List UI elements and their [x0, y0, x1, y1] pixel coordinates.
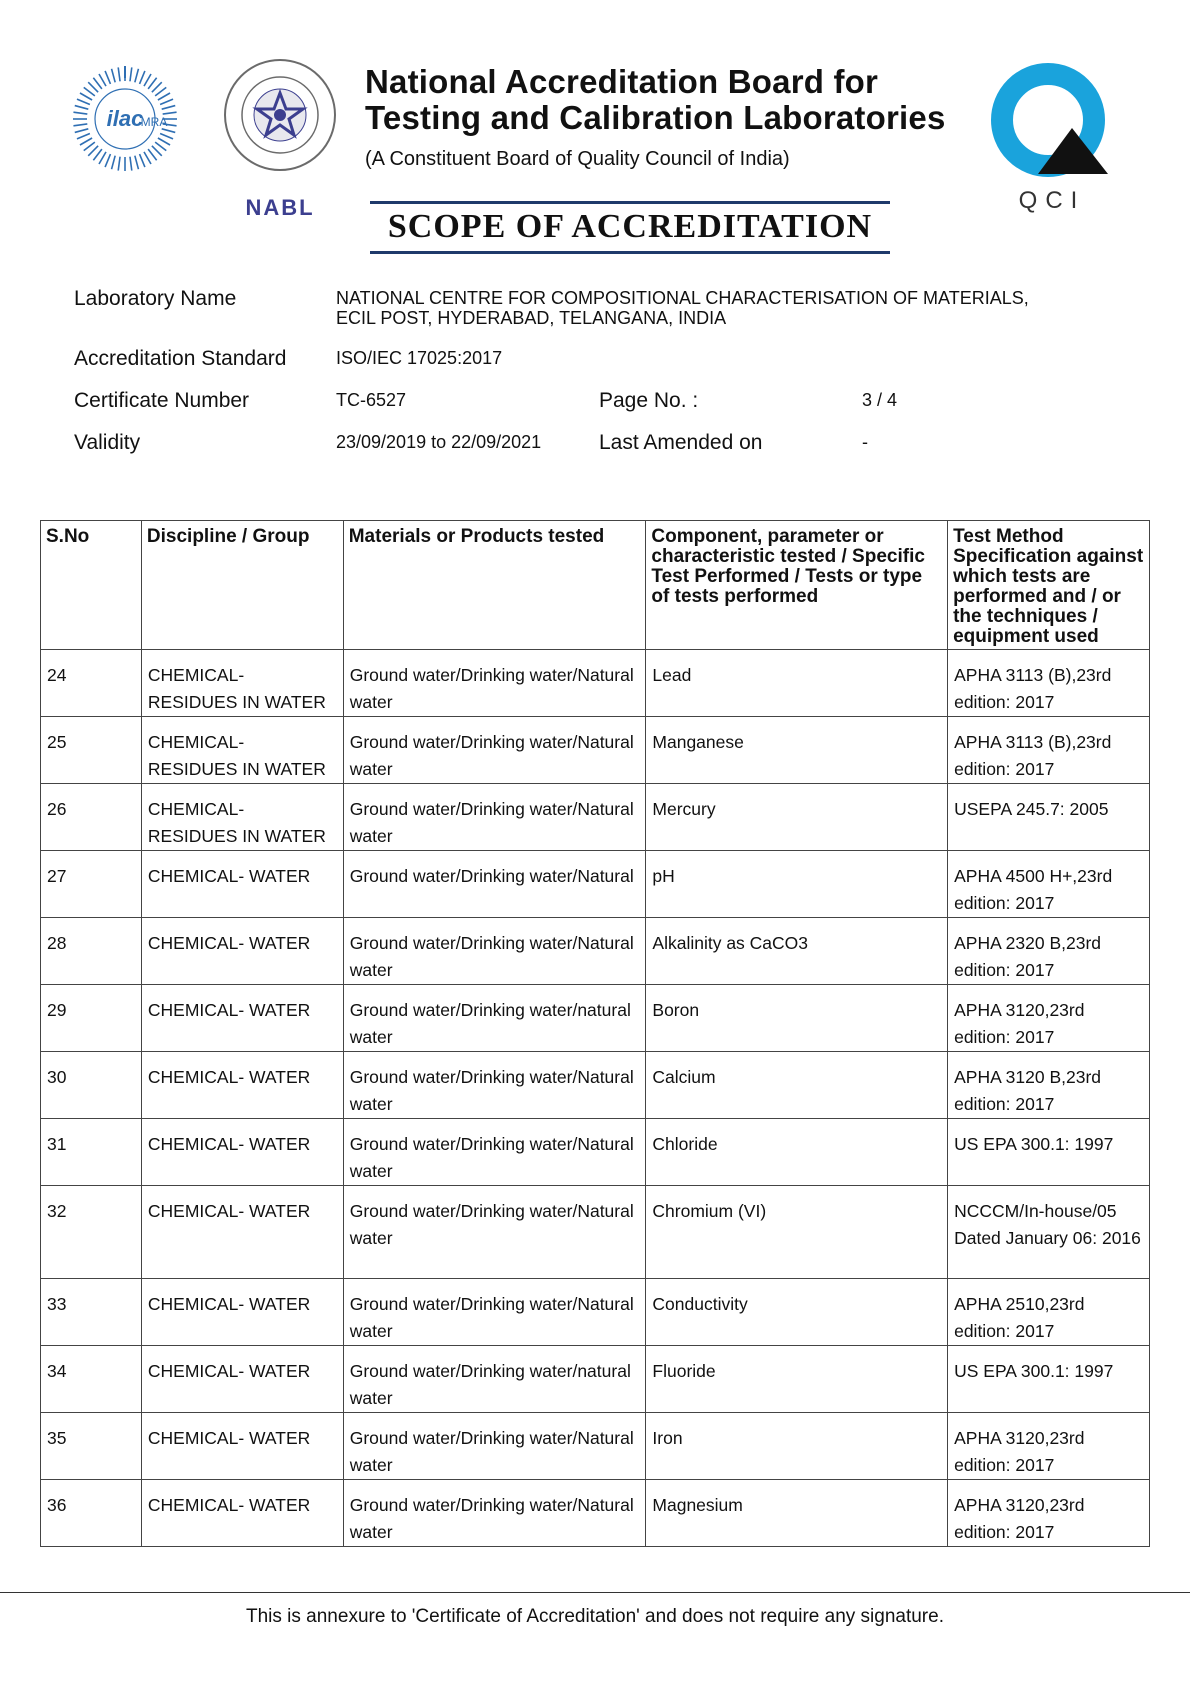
- cell-sno: 28: [41, 918, 142, 985]
- ilac-ring-tick: [75, 106, 89, 110]
- ilac-ring-tick: [148, 149, 157, 160]
- ilac-ring-tick: [77, 99, 90, 104]
- cell-sno: 25: [41, 717, 142, 784]
- table-row: [41, 1346, 1150, 1413]
- ilac-ring-tick: [105, 71, 110, 84]
- cell-sno: 33: [41, 1279, 142, 1346]
- cell-method: APHA 3113 (B),23rd edition: 2017: [948, 717, 1150, 784]
- header-component: Component, parameter or characteristic tested / Specific Test Performed / Tests or type of tests performed: [646, 521, 948, 650]
- cell-component: Chromium (VI): [646, 1186, 948, 1279]
- header-materials: Materials or Products tested: [343, 521, 646, 650]
- cell-sno: 24: [41, 650, 142, 717]
- cell-sno: 27: [41, 851, 142, 918]
- ilac-ring-tick: [162, 106, 176, 110]
- ilac-ring-tick: [158, 93, 170, 100]
- ilac-ring-tick: [80, 138, 92, 145]
- ilac-ring-tick: [118, 67, 120, 81]
- ilac-ring-tick: [80, 93, 92, 100]
- ilac-ring-tick: [73, 124, 87, 126]
- board-title: [365, 64, 946, 136]
- table-row: [41, 717, 1150, 784]
- cell-group: CHEMICAL- WATER: [141, 1413, 343, 1480]
- cell-sno: 34: [41, 1346, 142, 1413]
- validity-label: Validity: [74, 431, 141, 454]
- standard-value: ISO/IEC 17025:2017: [336, 348, 503, 368]
- table-row: [41, 1052, 1150, 1119]
- cell-method: APHA 3120,23rd edition: 2017: [948, 985, 1150, 1052]
- ilac-ring-tick: [99, 152, 106, 164]
- cell-method: US EPA 300.1: 1997: [948, 1346, 1150, 1413]
- ilac-ring-tick: [93, 78, 102, 89]
- ilac-ring-tick: [152, 82, 162, 92]
- cell-method: APHA 3120 B,23rd edition: 2017: [948, 1052, 1150, 1119]
- scope-rule-top: [370, 201, 890, 204]
- ilac-ring-tick: [112, 69, 116, 83]
- cell-group: CHEMICAL- RESIDUES IN WATER: [141, 784, 343, 851]
- ilac-ring-tick: [105, 154, 110, 167]
- header-sno: S.No: [41, 521, 142, 650]
- cell-material: Ground water/Drinking water/natural water: [343, 985, 646, 1052]
- ilac-ring-tick: [163, 112, 177, 114]
- cell-material: Ground water/Drinking water/Natural water: [343, 717, 646, 784]
- cell-component: Iron: [646, 1413, 948, 1480]
- ilac-ring-tick: [135, 156, 139, 170]
- validity-value: 23/09/2019 to 22/09/2021: [336, 432, 542, 452]
- table-header-row: [41, 521, 1150, 650]
- footer-note: This is annexure to 'Certificate of Accreditation' and does not require any signature.: [246, 1606, 944, 1627]
- scope-table: [40, 520, 1150, 1547]
- table-row: [41, 784, 1150, 851]
- ilac-ring-tick: [88, 82, 98, 92]
- cell-method: APHA 3120,23rd edition: 2017: [948, 1413, 1150, 1480]
- cell-group: CHEMICAL- RESIDUES IN WATER: [141, 650, 343, 717]
- svg-text:MRA: MRA: [140, 115, 168, 129]
- cell-sno: 36: [41, 1480, 142, 1547]
- cell-component: Magnesium: [646, 1480, 948, 1547]
- svg-text:ilac: ilac: [106, 106, 144, 131]
- table-row: [41, 985, 1150, 1052]
- amended-value: -: [862, 432, 868, 452]
- cell-method: APHA 2320 B,23rd edition: 2017: [948, 918, 1150, 985]
- cell-component: pH: [646, 851, 948, 918]
- ilac-ring-tick: [99, 74, 106, 86]
- cell-group: CHEMICAL- WATER: [141, 918, 343, 985]
- board-title-line2: Testing and Calibration Laboratories: [365, 99, 946, 136]
- ilac-ring-tick: [162, 129, 176, 133]
- svg-text:NABL: NABL: [245, 195, 315, 220]
- cell-material: Ground water/Drinking water/natural water: [343, 1346, 646, 1413]
- lab-name-line2: ECIL POST, HYDERABAD, TELANGANA, INDIA: [336, 308, 727, 328]
- ilac-ring-tick: [73, 112, 87, 114]
- cell-material: Ground water/Drinking water/Natural water: [343, 650, 646, 717]
- ilac-ring-tick: [130, 67, 132, 81]
- ilac-ring-tick: [160, 134, 173, 139]
- ilac-mra-logo: [68, 62, 182, 176]
- cell-group: CHEMICAL- WATER: [141, 1119, 343, 1186]
- board-subtitle: (A Constituent Board of Quality Council of India): [365, 148, 790, 170]
- ilac-ring-tick: [152, 146, 162, 156]
- cell-material: Ground water/Drinking water/Natural water: [343, 1186, 646, 1279]
- ilac-ring-tick: [140, 154, 145, 167]
- cell-material: Ground water/Drinking water/Natural water: [343, 1413, 646, 1480]
- table-row: [41, 650, 1150, 717]
- board-title-line1: National Accreditation Board for: [365, 63, 879, 100]
- cell-material: Ground water/Drinking water/Natural water: [343, 1052, 646, 1119]
- ilac-ring-tick: [112, 156, 116, 170]
- lab-name-label: Laboratory Name: [74, 287, 237, 310]
- amended-label: Last Amended on: [599, 431, 763, 454]
- cell-group: CHEMICAL- WATER: [141, 1346, 343, 1413]
- cell-method: NCCCM/In-house/05 Dated January 06: 2016: [948, 1186, 1150, 1279]
- cell-method: APHA 4500 H+,23rd edition: 2017: [948, 851, 1150, 918]
- cell-material: Ground water/Drinking water/Natural water: [343, 1279, 646, 1346]
- cell-group: CHEMICAL- WATER: [141, 985, 343, 1052]
- nabl-logo: [220, 55, 340, 225]
- cell-group: CHEMICAL- WATER: [141, 1480, 343, 1547]
- scope-rule-bottom: [370, 251, 890, 254]
- footer-rule: [0, 1592, 1190, 1593]
- cell-component: Lead: [646, 650, 948, 717]
- cell-group: CHEMICAL- WATER: [141, 1052, 343, 1119]
- ilac-ring-tick: [93, 149, 102, 160]
- cell-group: CHEMICAL- WATER: [141, 851, 343, 918]
- cell-component: Fluoride: [646, 1346, 948, 1413]
- ilac-ring-tick: [84, 142, 95, 151]
- header-discipline: Discipline / Group: [141, 521, 343, 650]
- cell-material: Ground water/Drinking water/Natural water: [343, 918, 646, 985]
- ilac-ring-tick: [158, 138, 170, 145]
- certificate-label: Certificate Number: [74, 389, 250, 412]
- standard-label: Accreditation Standard: [74, 347, 287, 370]
- cell-sno: 30: [41, 1052, 142, 1119]
- table-row: [41, 1480, 1150, 1547]
- ilac-ring-tick: [155, 142, 166, 151]
- ilac-ring-tick: [84, 87, 95, 96]
- cell-method: USEPA 245.7: 2005: [948, 784, 1150, 851]
- qci-logo: [990, 62, 1115, 214]
- scope-title: SCOPE OF ACCREDITATION: [387, 208, 873, 245]
- cell-method: APHA 3120,23rd edition: 2017: [948, 1480, 1150, 1547]
- cell-component: Manganese: [646, 717, 948, 784]
- cell-method: APHA 2510,23rd edition: 2017: [948, 1279, 1150, 1346]
- ilac-ring-tick: [144, 152, 151, 164]
- ilac-ring-tick: [144, 74, 151, 86]
- certificate-value: TC-6527: [336, 390, 407, 410]
- ilac-ring-tick: [148, 78, 157, 89]
- cell-method: US EPA 300.1: 1997: [948, 1119, 1150, 1186]
- cell-component: Chloride: [646, 1119, 948, 1186]
- lab-name-value: [336, 288, 1029, 328]
- table-row: [41, 1186, 1150, 1279]
- table-row: [41, 1279, 1150, 1346]
- cell-component: Alkalinity as CaCO3: [646, 918, 948, 985]
- cell-group: CHEMICAL- WATER: [141, 1279, 343, 1346]
- ilac-ring-tick: [130, 157, 132, 171]
- cell-group: CHEMICAL- WATER: [141, 1186, 343, 1279]
- table-row: [41, 851, 1150, 918]
- cell-material: Ground water/Drinking water/Natural: [343, 851, 646, 918]
- cell-sno: 26: [41, 784, 142, 851]
- ilac-ring-tick: [77, 134, 90, 139]
- lab-name-line1: NATIONAL CENTRE FOR COMPOSITIONAL CHARACTERISATION OF MATERIALS,: [336, 288, 1029, 308]
- cell-sno: 32: [41, 1186, 142, 1279]
- ilac-ring-tick: [88, 146, 98, 156]
- ilac-ring-tick: [118, 157, 120, 171]
- cell-material: Ground water/Drinking water/Natural water: [343, 1480, 646, 1547]
- cell-material: Ground water/Drinking water/Natural water: [343, 1119, 646, 1186]
- page-label: Page No. :: [599, 389, 699, 412]
- cell-component: Mercury: [646, 784, 948, 851]
- cell-material: Ground water/Drinking water/Natural water: [343, 784, 646, 851]
- cell-component: Calcium: [646, 1052, 948, 1119]
- ilac-ring-tick: [160, 99, 173, 104]
- cell-sno: 29: [41, 985, 142, 1052]
- header-test-method: Test Method Specification against which tests are performed and / or the techniques / equipment used: [948, 521, 1150, 650]
- table-row: [41, 918, 1150, 985]
- cell-sno: 31: [41, 1119, 142, 1186]
- cell-group: CHEMICAL- RESIDUES IN WATER: [141, 717, 343, 784]
- cell-component: Boron: [646, 985, 948, 1052]
- cell-sno: 35: [41, 1413, 142, 1480]
- table-row: [41, 1413, 1150, 1480]
- table-row: [41, 1119, 1150, 1186]
- cell-method: APHA 3113 (B),23rd edition: 2017: [948, 650, 1150, 717]
- ilac-ring-tick: [155, 87, 166, 96]
- svg-text:QCI: QCI: [1018, 187, 1086, 214]
- ilac-ring-tick: [140, 71, 145, 84]
- cell-component: Conductivity: [646, 1279, 948, 1346]
- ilac-ring-tick: [135, 69, 139, 83]
- ilac-ring-tick: [75, 129, 89, 133]
- page-value: 3 / 4: [862, 390, 898, 410]
